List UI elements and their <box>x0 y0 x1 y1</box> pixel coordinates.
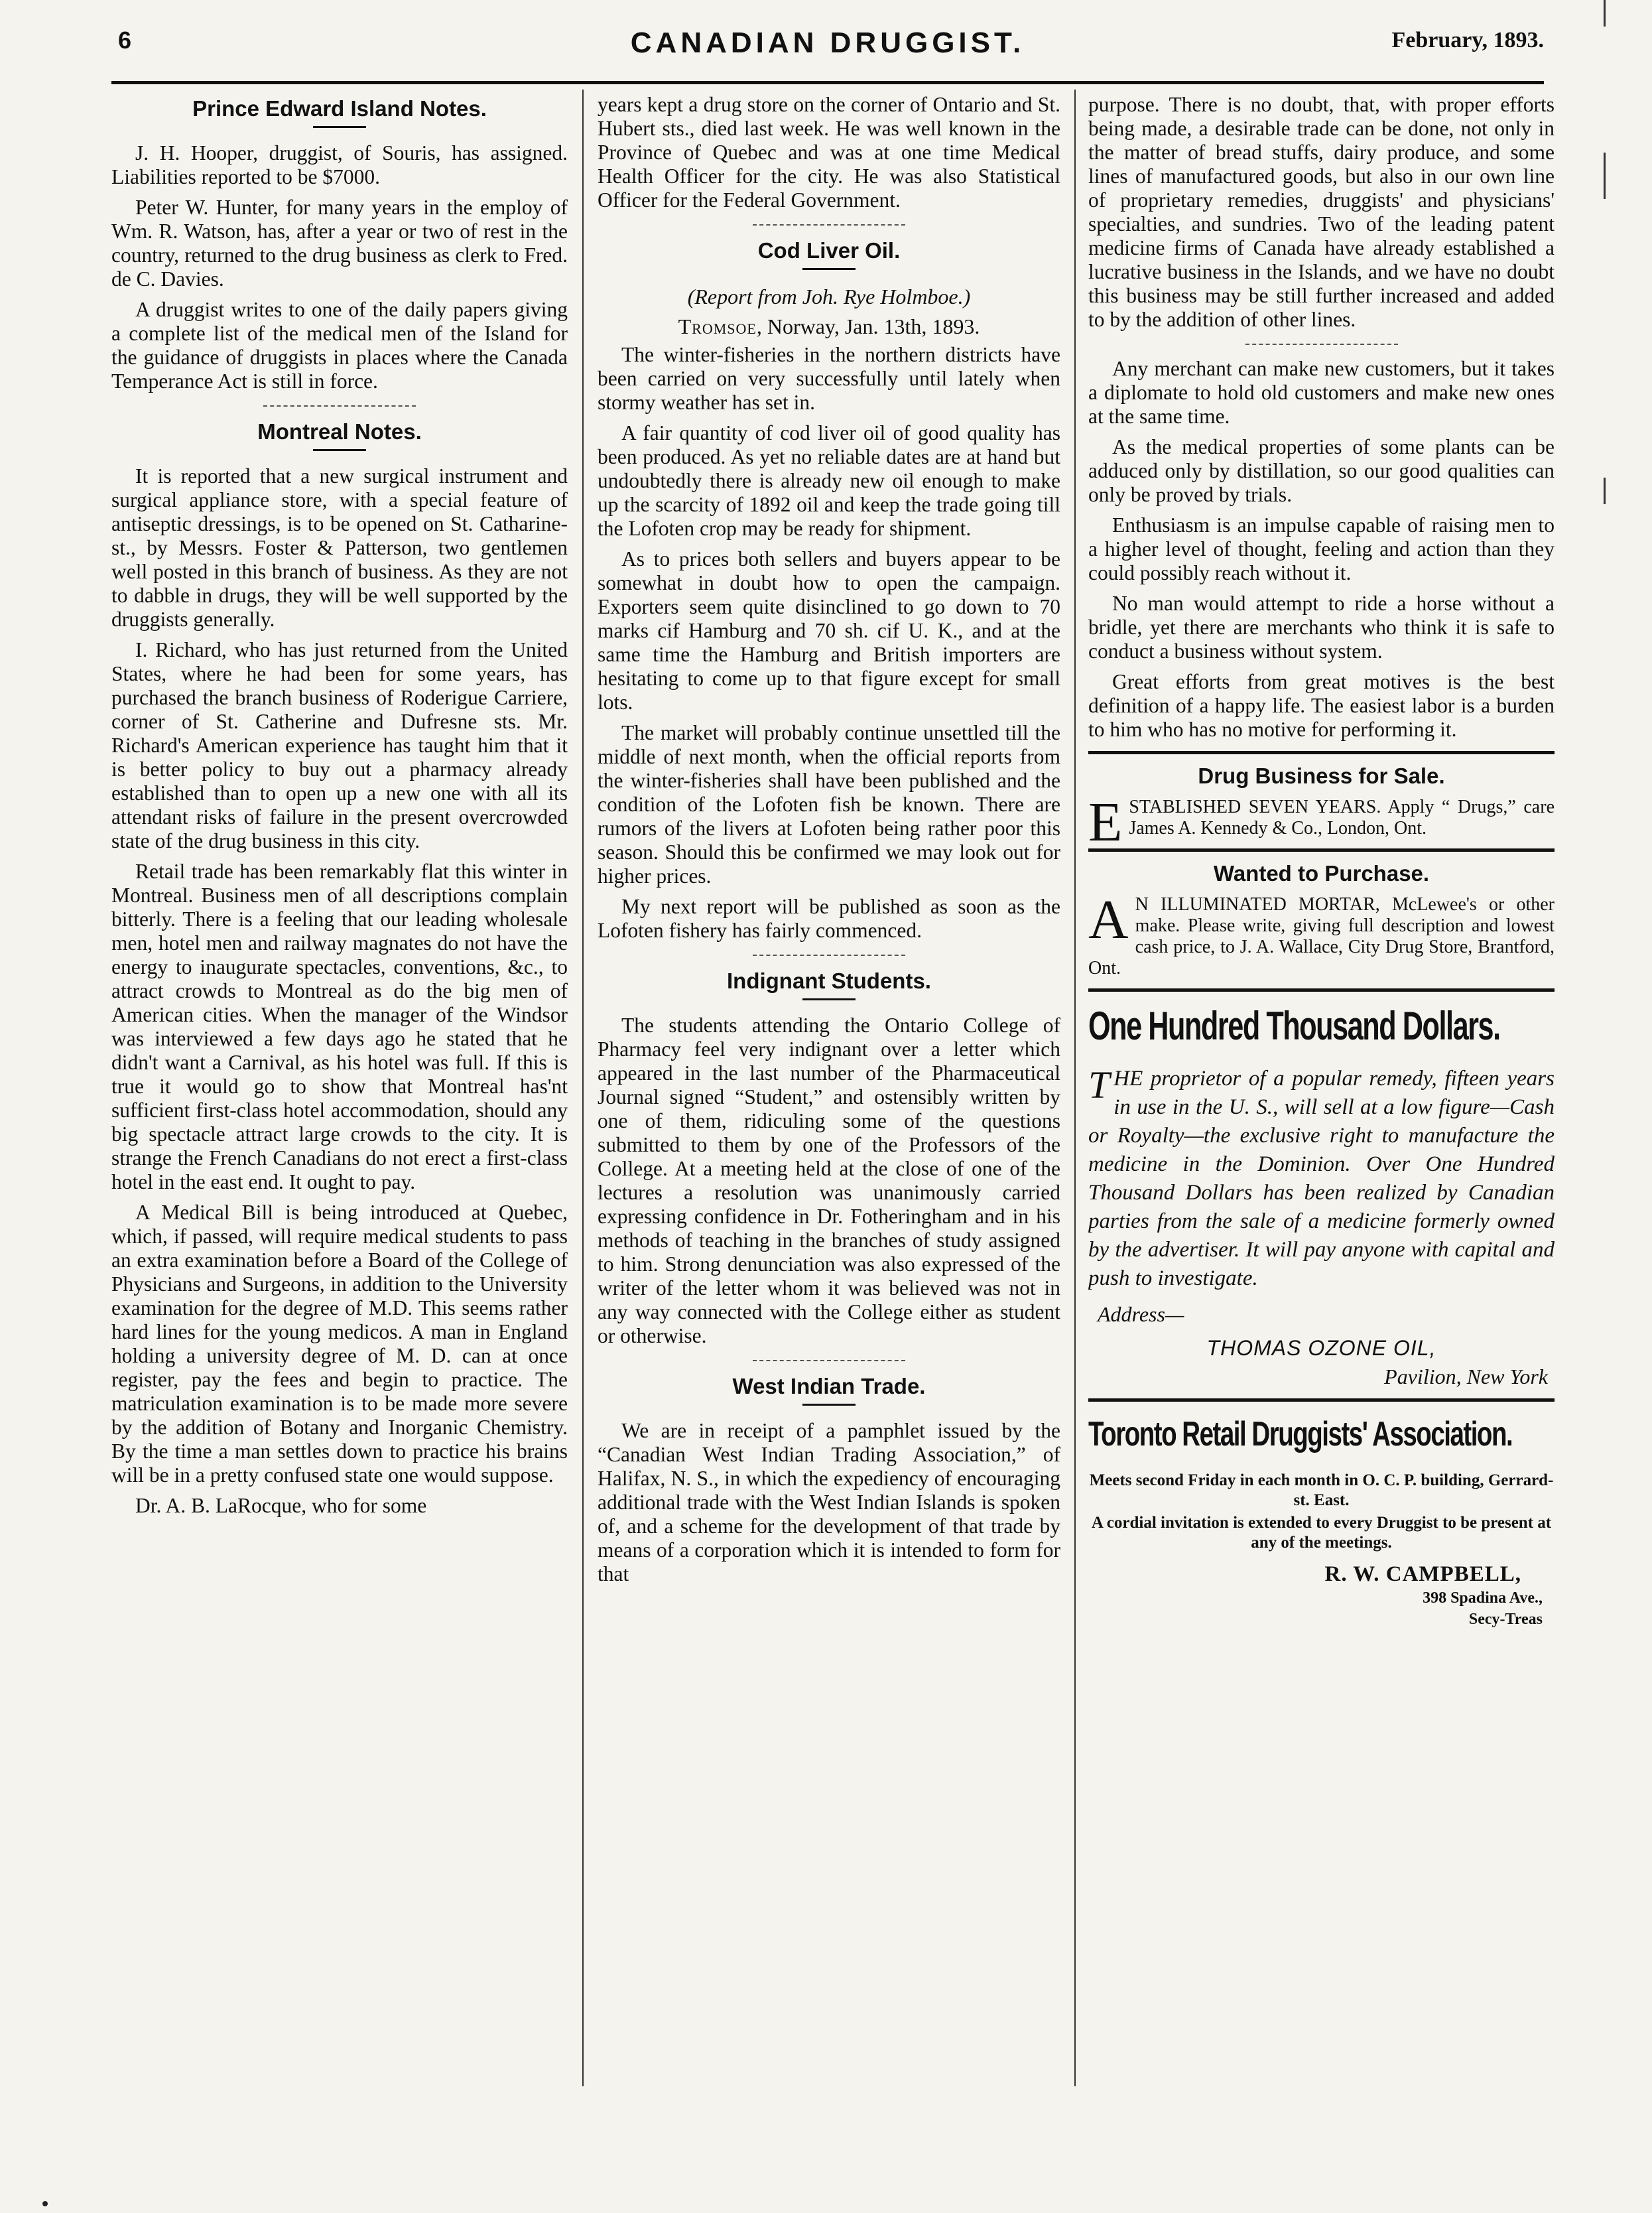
section-title-pei: Prince Edward Island Notes. <box>192 96 487 121</box>
meeting-info: Meets second Friday in each month in O. C. P. building, Gerrard-st. East. <box>1089 1471 1554 1509</box>
paragraph: A druggist writes to one of the daily papers giving a complete list of the medical men of the Island for the guidance of druggists in places where the Canada Temperance Act is still in force. <box>111 298 568 393</box>
ad-toronto-retail-druggists-association <box>1088 1411 1555 1629</box>
paragraph: I. Richard, who has just returned from the United States, where he had been for some years, has purchased the branch business of Roderigue Carriere, corner of St. Catherine and Dufresne sts. Mr. Richard's American experience has taught him that it is better policy to buy out a pharmacy already established than to open up a new one with all its attendant risks of failure in the present overcrowded state of the drug business in this city. <box>111 638 568 852</box>
dateline-date: , Norway, Jan. 13th, 1893. <box>756 314 980 338</box>
section-title-montreal: Montreal Notes. <box>257 419 422 444</box>
paragraph: J. H. Hooper, druggist, of Souris, has assigned. Liabilities reported to be $7000. <box>111 141 568 188</box>
section-separator <box>753 224 905 226</box>
paragraph: We are in receipt of a pamphlet issued by the “Canadian West Indian Trading Association,” of Halifax, N. S., in which the expediency of encouraging additional trade with the West Indian Islands is spoken of, and a scheme for the development of that trade by means of a corporation which it is intended to form for that <box>598 1419 1060 1585</box>
ad-rule <box>1088 1398 1555 1402</box>
margin-mark <box>1604 478 1606 504</box>
secretary-address: 398 Spadina Ave., <box>1423 1589 1543 1607</box>
ad-headline: Toronto Retail Druggists' Association. <box>1088 1415 1513 1453</box>
margin-mark <box>1604 153 1606 199</box>
ad-rule <box>1088 848 1555 852</box>
column-3 <box>1088 93 1555 2083</box>
ad-text <box>1088 791 1555 853</box>
paragraph: Peter W. Hunter, for many years in the employ of Wm. R. Watson, has, after a year or two of rest in the country, returned to the drug business as clerk to Fred. de C. Davies. <box>111 196 568 291</box>
section-separator <box>753 955 905 956</box>
paragraph: A fair quantity of cod liver oil of good quality has been produced. As yet no reliable dates are at hand but undoubtedly there is already new oil enough to make up the scarcity of 1892 oil and keep the trade going till the Lofoten crop may be ready for shipment. <box>598 421 1060 540</box>
margin-mark <box>1604 0 1606 27</box>
paragraph: A Medical Bill is being introduced at Quebec, which, if passed, will require medical students to pass an extra examination before a Board of the College of Physicians and Surgeons, in addition to the University examination for the degree of M.D. This seems rather hard lines for the young medicos. A man in England holding a university degree of M. D. can at once register, pay the fees and begin to practice. The matriculation examination is to be made more severe by the addition of Botany and Inorganic Chemistry. By the time a man settles down to practice his brains will be in a pretty confused state one would suppose. <box>111 1201 568 1487</box>
paragraph: As to prices both sellers and buyers appear to be somewhat in doubt how to open the campaign. Exporters seem quite disinclined to go down to 70 marks cif Hamburg and 70 sh. cif U. K., and at the same time the Hamburg and British importers are hesitating to come up to that figure except for small lots. <box>598 547 1060 714</box>
title-rule <box>802 268 856 270</box>
ad-drug-business-for-sale <box>1088 764 1555 853</box>
section-title-cod-liver-oil: Cod Liver Oil. <box>757 238 901 263</box>
ad-title: Wanted to Purchase. <box>1213 861 1430 886</box>
section-separator <box>263 405 416 407</box>
column-divider-1 <box>582 90 584 2086</box>
ad-title: Drug Business for Sale. <box>1198 764 1445 788</box>
ad-one-hundred-thousand-dollars <box>1088 1001 1555 1389</box>
paragraph: It is reported that a new surgical instrument and surgical appliance store, with a special feature of antiseptic dressings, is to be opened on St. Catharine-st., by Messrs. Foster & Patterson, two gentlemen well posted in this branch of business. As they are not to dabble in drugs, they will be well supported by the druggists generally. <box>111 464 568 631</box>
maxim: No man would attempt to ride a horse without a bridle, yet there are merchants who think it is safe to conduct a business without system. <box>1088 592 1555 663</box>
ad-text <box>1088 889 1555 979</box>
page-number: 6 <box>118 27 132 54</box>
address-label: Address— <box>1098 1302 1184 1326</box>
page-header <box>111 27 1544 66</box>
scan-speck <box>42 2201 48 2206</box>
ad-wanted-to-purchase <box>1088 861 1555 979</box>
report-byline: (Report from Joh. Rye Holmboe.) <box>687 285 971 308</box>
maxim: Great efforts from great motives is the best definition of a happy life. The easiest labor is a burden to him who has no motive for performing it. <box>1088 670 1555 741</box>
secretary-title: Secy-Treas <box>1468 1611 1543 1628</box>
section-title-indignant-students: Indignant Students. <box>727 969 931 993</box>
secretary-name: R. W. CAMPBELL, <box>1324 1562 1521 1586</box>
section-separator <box>1245 344 1398 345</box>
advertiser-name: THOMAS OZONE OIL, <box>1206 1336 1436 1360</box>
title-rule <box>802 998 856 1000</box>
drop-cap: A <box>1088 889 1129 951</box>
issue-date: February, 1893. <box>1391 28 1544 52</box>
drop-cap: T <box>1088 1063 1110 1106</box>
ad-rule <box>1088 988 1555 992</box>
paragraph: My next report will be published as soon as the Lofoten fishery has fairly commenced. <box>598 895 1060 942</box>
ad-text <box>1088 1065 1555 1293</box>
column-2 <box>598 93 1060 2083</box>
ad-rule <box>1088 751 1555 754</box>
header-rule <box>111 81 1544 84</box>
section-separator <box>753 1360 905 1361</box>
paragraph-continued: purpose. There is no doubt, that, with proper efforts being made, a desirable trade can be done, not only in the matter of bread stuffs, dairy produce, and some lines of manufactured goods, but also in our own line of proprietary remedies, druggists' and physicians' specialties, and sundries. Two of the leading patent medicine firms of Canada have already established a lucrative business in the Islands, and we have no doubt this business may be still further increased and added to by the addition of other lines. <box>1088 93 1555 331</box>
section-title-west-indian-trade: West Indian Trade. <box>732 1374 926 1398</box>
invitation: A cordial invitation is extended to every Druggist to be present at any of the meetings. <box>1091 1514 1552 1552</box>
ad-body: STABLISHED SEVEN YEARS. Apply “ Drugs,” care James A. Kennedy & Co., London, Ont. <box>1129 797 1555 838</box>
ad-body: HE proprietor of a popular remedy, fifteen years in use in the U. S., will sell at a low figure—Cash or Royalty—the exclusive right to manufacture the medicine in the Dominion. Over One Hundred Thousand Dollars has been realized by Canadian parties from the sale of a medicine formerly owned by the advertiser. It will pay anyone with capital and push to investigate. <box>1088 1067 1555 1290</box>
maxim: As the medical properties of some plants can be adduced only by distillation, so our good qualities can only be proved by trials. <box>1088 435 1555 506</box>
title-rule <box>313 449 366 451</box>
ad-body: N ILLUMINATED MORTAR, McLewee's or other make. Please write, giving full description and lowest cash price, to J. A. Wallace, City Drug Store, Brantford, Ont. <box>1088 894 1555 978</box>
paragraph: The students attending the Ontario College of Pharmacy feel very indignant over a letter which appeared in the last number of the Pharmaceutical Journal signed “Student,” and ostensibly written by one of them, ridiculing some of the questions submitted to them by one of the Professors of the College. At a meeting held at the close of one of the lectures a resolution was unanimously carried expressing confidence in Dr. Fotheringham and in his methods of teaching in the branches of study assigned to him. Strong denunciation was also expressed of the writer of the letter whom it was believed was not in any way connected with the College either as student or otherwise. <box>598 1014 1060 1347</box>
paragraph: Retail trade has been remarkably flat this winter in Montreal. Business men of all descriptions complain bitterly. There is a feeling that our leading wholesale men, hotel men and railway magnates do not have the energy to inaugurate spectacles, conventions, &c., to attract crowds to Montreal as do the big men of American cities. When the manager of the Windsor was interviewed a few days ago he stated that he didn't want a Carnival, as his hotel was full. If this is true it would go to show that Montreal has'nt sufficient first-class hotel accommodation, should any big spectacle attract large crowds to the city. It is strange the French Canadians do not erect a first-class hotel in the east end. It ought to pay. <box>111 860 568 1193</box>
column-divider-2 <box>1074 90 1076 2086</box>
advertiser-place: Pavilion, New York <box>1384 1365 1548 1388</box>
maxim: Any merchant can make new customers, but it takes a diplomate to hold old customers and make new ones at the same time. <box>1088 357 1555 428</box>
dateline <box>598 314 1060 339</box>
title-rule <box>313 126 366 128</box>
paragraph: Dr. A. B. LaRocque, who for some <box>135 1494 427 1517</box>
paragraph: The winter-fisheries in the northern districts have been carried on very successfully until lately when stormy weather has set in. <box>598 343 1060 414</box>
maxim: Enthusiasm is an impulse capable of raising men to a higher level of thought, feeling and action than they could possibly reach without it. <box>1088 513 1555 584</box>
column-1 <box>111 93 568 2083</box>
paragraph: The market will probably continue unsettled till the middle of next month, when the official reports from the winter-fisheries shall have been published and the condition of the Lofoten fish be known. There are rumors of the livers at Lofoten being rather poor this season. Should this be confirmed we may look out for higher prices. <box>598 721 1060 888</box>
masthead: CANADIAN DRUGGIST. <box>630 27 1025 59</box>
ad-headline: One Hundred Thousand Dollars. <box>1088 1004 1500 1048</box>
paragraph-continued: years kept a drug store on the corner of Ontario and St. Hubert sts., died last week. He was well known in the Province of Quebec and was at one time Medical Health Officer for the city. He was also Statistical Officer for the Federal Government. <box>598 93 1060 212</box>
drop-cap: E <box>1088 791 1123 853</box>
title-rule <box>802 1404 856 1406</box>
dateline-place: Tromsoe <box>678 314 757 338</box>
